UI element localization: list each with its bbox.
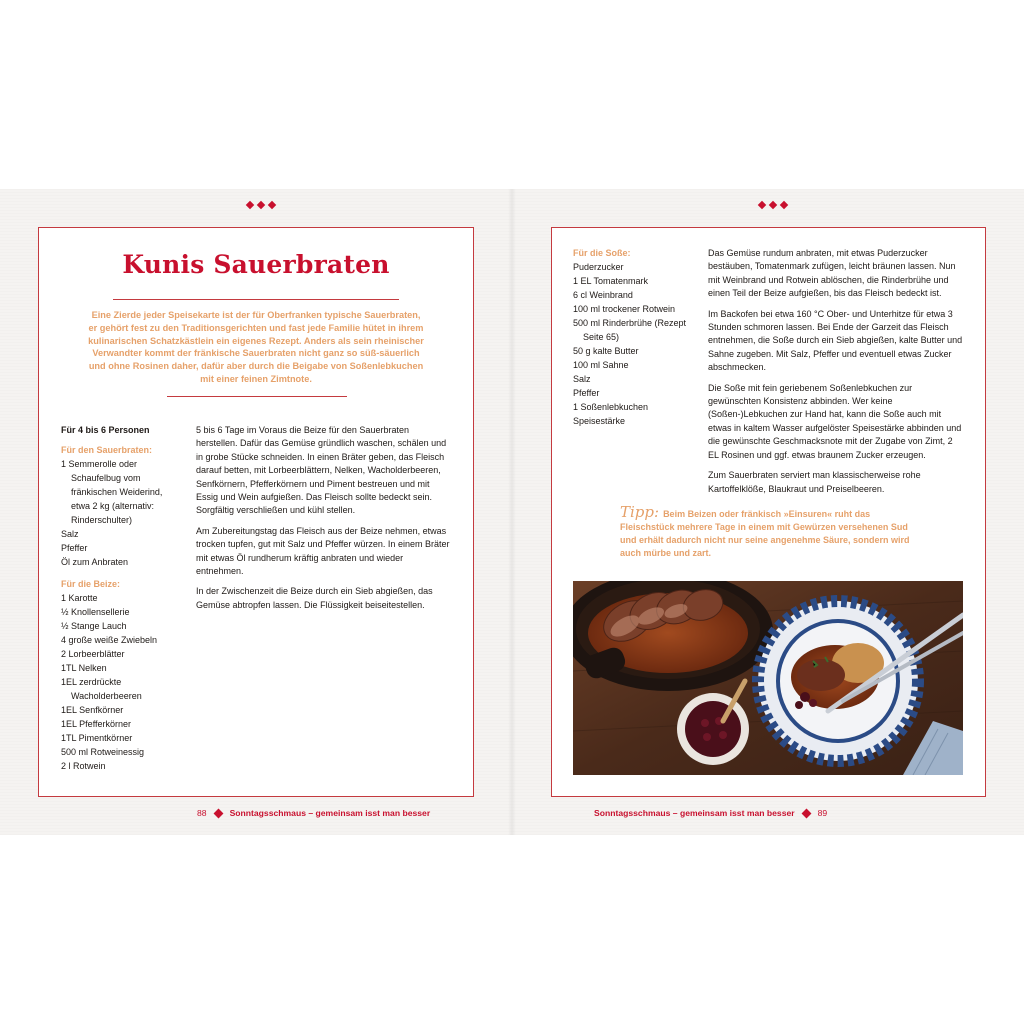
ingredient-item: 6 cl Weinbrand <box>573 290 633 300</box>
tip-text: Beim Beizen oder fränkisch »Einsuren« ruht das Fleischstück mehrere Tage in einem mit Gewürzen versehenen Sud und erhält dadurch nicht nur seine angenehme Säure, sondern wird auch mürbe und zart. <box>620 509 910 558</box>
ingredient-item: Salz <box>573 374 591 384</box>
method-text-right <box>708 247 964 503</box>
ingredient-item: Pfeffer <box>61 543 88 553</box>
sosse-heading: Für die Soße: <box>573 248 631 258</box>
title-rule-top <box>113 299 399 300</box>
ingredient-item: 1EL zerdrückte Wacholderbeeren <box>61 677 142 701</box>
ingredient-item: Öl zum Anbraten <box>61 557 129 567</box>
footer-right <box>594 808 827 818</box>
sauerbraten-heading: Für den Sauerbraten: <box>61 445 153 455</box>
ingredient-item: ½ Knollensellerie <box>61 607 130 617</box>
diamond-icon <box>246 201 254 209</box>
ingredient-item: 1EL Pfefferkörner <box>61 719 132 729</box>
intro-rule-bottom <box>167 396 347 397</box>
beize-ingredient-list <box>61 591 181 773</box>
method-step: Am Zubereitungstag das Fleisch aus der Beize nehmen, etwas trocken tupfen, gut mit Salz und Pfeffer würzen. In einem Bräter mit etwas Öl rundherum kräftig anbraten und wieder entnehmen. <box>196 525 450 577</box>
page-number: 89 <box>817 808 828 818</box>
book-gutter <box>508 189 516 835</box>
diamond-icon <box>801 808 811 818</box>
diamond-icon <box>769 201 777 209</box>
footer-chapter-title: Sonntagsschmaus – gemeinsam isst man besser <box>594 808 795 818</box>
method-step: Im Backofen bei etwa 160 °C Ober- und Unterhitze für etwa 3 Stunden schmoren lassen. Bei Ende der Garzeit das Fleisch entnehmen, die Soße durch ein Sieb abgießen, kalte Butter und Sahne zugeben. Mit Salz, Pfeffer und eventuell etwas Zucker abschmecken. <box>708 308 963 373</box>
ingredient-item: Speisestärke <box>573 416 626 426</box>
ingredient-item: 500 ml Rinderbrühe (Rezept Seite 65) <box>573 318 687 342</box>
ingredients-column-left <box>61 423 181 773</box>
method-step: 5 bis 6 Tage im Voraus die Beize für den Sauerbraten herstellen. Dafür das Gemüse gründlich waschen, schälen und in grobe Stücke schneiden. In einen Bräter geben, das Fleisch darauf betten, mit Lorbeerblättern, Nelken, Wacholderbeeren, Senfkörnern, Pfefferkörnern und Piment bestreuen und mit Essig und Wein aufgießen. Das Fleisch sollte bedeckt sein. Sorgfältig verschließen und kühl stellen. <box>196 425 447 516</box>
ingredient-item: 1EL Senfkörner <box>61 705 124 715</box>
recipe-title: Kunis Sauerbraten <box>122 250 390 279</box>
diamond-icon <box>758 201 766 209</box>
method-step: Die Soße mit fein geriebenem Soßenlebkuchen zur gewünschten Konsistenz abbinden. Wer keine (Soßen-)Lebkuchen zur Hand hat, kann die Soße auch mit etwas in kaltem Wasser aufgelöster Speisestärke abbinden und die gewünschte Geschmacksnote mit der Zugabe von Zimt, 2 EL Rosinen und ggf. etwas braunem Zucker erzeugen. <box>708 382 962 460</box>
footer-chapter-title: Sonntagsschmaus – gemeinsam isst man besser <box>229 808 431 818</box>
tip-box <box>620 503 920 560</box>
ingredient-item: 50 g kalte Butter <box>573 346 639 356</box>
ingredient-item: Pfeffer <box>573 388 600 398</box>
ingredient-item: 100 ml Sahne <box>573 360 629 370</box>
ingredient-item: 1TL Pimentkörner <box>61 733 133 743</box>
ingredients-column-right <box>573 246 698 428</box>
footer-left <box>197 808 430 818</box>
ingredient-item: 1 Semmerolle oder Schaufelbug vom fränkischen Weiderind, etwa 2 kg (alternativ: Rinderschulter) <box>61 459 163 525</box>
recipe-intro: Eine Zierde jeder Speisekarte ist der für Oberfranken typische Sauerbraten, er gehört fest zu den Traditionsgerichten und fast jede Familie hütet in ihrem kulinarischen Schatzkästlein ein eigenes Rezept. Anders als sein rheinischer Verwandter kommt der fränkische Sauerbraten nicht ganz so süß-säuerlich und ohne Rosinen daher, dafür aber durch die Beigabe von Soßenlebkuchen mit einer feinen Zimtnote. <box>88 310 424 384</box>
diamond-icon <box>257 201 265 209</box>
ingredient-item: 100 ml trockener Rotwein <box>573 304 676 314</box>
servings-label: Für 4 bis 6 Personen <box>61 425 150 435</box>
diamond-icon <box>268 201 276 209</box>
method-step: Das Gemüse rundum anbraten, mit etwas Puderzucker bestäuben, Tomatenmark zufügen, leicht bräunen lassen. Nun mit Weinbrand und Rotwein ablöschen, die Rinderbrühe und einen Teil der Beize aufgießen, bis das Fleisch bedeckt ist. <box>708 248 956 299</box>
sauerbraten-ingredient-list <box>61 457 181 569</box>
page-number: 88 <box>197 808 207 818</box>
diamond-icon <box>780 201 788 209</box>
method-step: In der Zwischenzeit die Beize durch ein Sieb abgießen, das Gemüse abtropfen lassen. Die Flüssigkeit beiseitestellen. <box>196 586 433 610</box>
sauerbraten-photo <box>573 581 963 775</box>
ingredient-item: 2 l Rotwein <box>61 761 106 771</box>
ornament-diamonds-left <box>245 200 277 210</box>
ingredient-item: ½ Stange Lauch <box>61 621 127 631</box>
method-step: Zum Sauerbraten serviert man klassischerweise rohe Kartoffelklöße, Blaukraut und Preiselbeeren. <box>708 470 921 494</box>
ingredient-item: 1TL Nelken <box>61 663 107 673</box>
sosse-ingredient-list <box>573 260 698 428</box>
beize-heading: Für die Beize: <box>61 579 121 589</box>
method-text-left <box>196 424 452 619</box>
ingredient-item: 4 große weiße Zwiebeln <box>61 635 158 645</box>
ingredient-item: 1 Karotte <box>61 593 98 603</box>
ingredient-item: 500 ml Rotweinessig <box>61 747 145 757</box>
ingredient-item: 1 EL Tomatenmark <box>573 276 649 286</box>
diamond-icon <box>213 808 223 818</box>
tip-label: Tipp: <box>620 503 660 521</box>
ingredient-item: 1 Soßenlebkuchen <box>573 402 649 412</box>
ingredient-item: 2 Lorbeerblätter <box>61 649 125 659</box>
ingredient-item: Puderzucker <box>573 262 624 272</box>
ornament-diamonds-right <box>757 200 789 210</box>
ingredient-item: Salz <box>61 529 79 539</box>
